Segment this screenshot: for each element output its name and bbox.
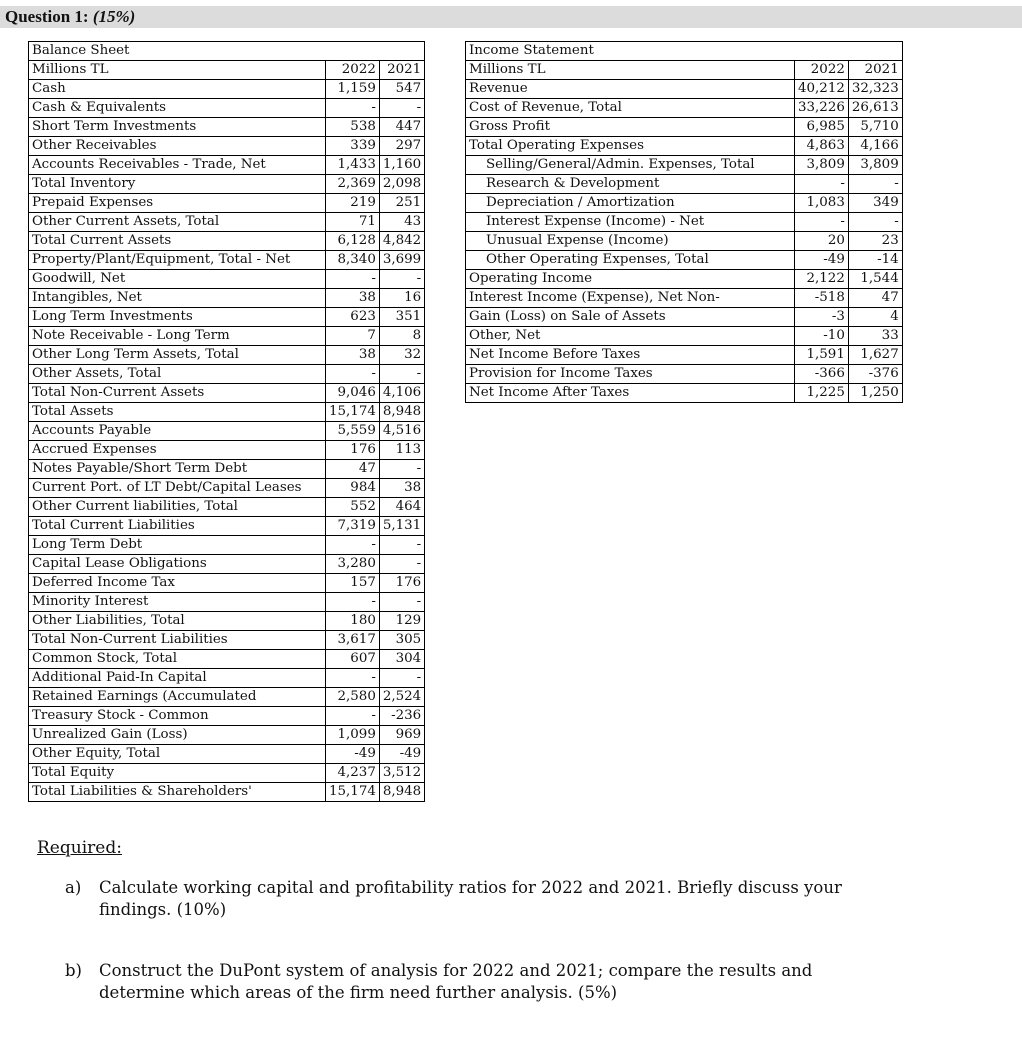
value-2021: 113: [379, 441, 424, 460]
value-2022: 2,580: [326, 688, 380, 707]
table-row: [29, 251, 425, 270]
value-2022: 8,340: [326, 251, 380, 270]
table-row: [29, 707, 425, 726]
value-2021: 969: [379, 726, 424, 745]
value-2022: 20: [795, 232, 849, 251]
table-row: [29, 422, 425, 441]
value-2022: 2,369: [326, 175, 380, 194]
row-label: Gross Profit: [466, 118, 795, 137]
value-2022: 1,099: [326, 726, 380, 745]
row-label: Accounts Receivables - Trade, Net: [29, 156, 326, 175]
row-label: Additional Paid-In Capital: [29, 669, 326, 688]
value-2021: 4,842: [379, 232, 424, 251]
row-label: Cash: [29, 80, 326, 99]
table-row: [29, 99, 425, 118]
value-2021: 3,809: [848, 156, 902, 175]
value-2022: 157: [326, 574, 380, 593]
income-statement-table: [465, 41, 903, 403]
value-2021: 464: [379, 498, 424, 517]
row-label: Other Liabilities, Total: [29, 612, 326, 631]
value-2021: 26,613: [848, 99, 902, 118]
value-2021: 33: [848, 327, 902, 346]
table-row: [466, 384, 903, 403]
balance-sheet-title: Balance Sheet: [29, 42, 425, 61]
value-2022: 1,433: [326, 156, 380, 175]
table-row: [466, 270, 903, 289]
value-2021: -: [379, 555, 424, 574]
table-row: [29, 536, 425, 555]
value-2022: 552: [326, 498, 380, 517]
table-row: [29, 574, 425, 593]
value-2022: -: [326, 669, 380, 688]
row-label: Capital Lease Obligations: [29, 555, 326, 574]
table-row: [29, 726, 425, 745]
table-row: [29, 213, 425, 232]
question-header-bar: [0, 6, 1022, 28]
value-2022: -: [326, 707, 380, 726]
table-row: [29, 80, 425, 99]
value-2021: 349: [848, 194, 902, 213]
row-label: Total Assets: [29, 403, 326, 422]
value-2021: -: [379, 270, 424, 289]
value-2022: 1,225: [795, 384, 849, 403]
value-2022: 4,237: [326, 764, 380, 783]
value-2021: -236: [379, 707, 424, 726]
table-row: [29, 764, 425, 783]
row-label: Total Current Assets: [29, 232, 326, 251]
value-2022: 47: [326, 460, 380, 479]
income-statement-header-row: [466, 61, 903, 80]
row-label: Other Receivables: [29, 137, 326, 156]
table-row: [29, 270, 425, 289]
income-statement-title: Income Statement: [466, 42, 903, 61]
value-2022: 176: [326, 441, 380, 460]
table-row: [466, 80, 903, 99]
value-2021: -14: [848, 251, 902, 270]
table-row: [466, 232, 903, 251]
value-2022: 2,122: [795, 270, 849, 289]
balance-sheet-table: [28, 41, 425, 802]
value-2022: 7: [326, 327, 380, 346]
value-2021: 4,516: [379, 422, 424, 441]
value-2022: -: [326, 365, 380, 384]
row-label: Other Long Term Assets, Total: [29, 346, 326, 365]
row-label: Cash & Equivalents: [29, 99, 326, 118]
value-2022: 339: [326, 137, 380, 156]
row-label: Interest Income (Expense), Net Non-: [466, 289, 795, 308]
table-row: [29, 688, 425, 707]
value-2021: 2,098: [379, 175, 424, 194]
row-label: Unusual Expense (Income): [466, 232, 795, 251]
row-label: Prepaid Expenses: [29, 194, 326, 213]
table-row: [29, 631, 425, 650]
value-2021: 3,699: [379, 251, 424, 270]
table-row: [466, 213, 903, 232]
value-2021: -: [379, 536, 424, 555]
row-label: Total Non-Current Liabilities: [29, 631, 326, 650]
value-2022: 538: [326, 118, 380, 137]
value-2021: 447: [379, 118, 424, 137]
table-row: [466, 118, 903, 137]
value-2021: 176: [379, 574, 424, 593]
value-2022: -: [795, 213, 849, 232]
value-2022: 38: [326, 346, 380, 365]
row-label: Net Income After Taxes: [466, 384, 795, 403]
row-label: Other Assets, Total: [29, 365, 326, 384]
required-heading: Required:: [37, 838, 122, 858]
value-2021: 8: [379, 327, 424, 346]
value-2022: -: [326, 593, 380, 612]
value-2022: -49: [326, 745, 380, 764]
value-2021: 4,166: [848, 137, 902, 156]
table-row: [29, 365, 425, 384]
question-label: Question 1:: [5, 7, 89, 26]
value-2022: 607: [326, 650, 380, 669]
row-label: Current Port. of LT Debt/Capital Leases: [29, 479, 326, 498]
value-2022: 3,809: [795, 156, 849, 175]
row-label: Revenue: [466, 80, 795, 99]
table-row: [466, 137, 903, 156]
value-2022: -10: [795, 327, 849, 346]
row-label: Note Receivable - Long Term: [29, 327, 326, 346]
row-label: Gain (Loss) on Sale of Assets: [466, 308, 795, 327]
table-row: [29, 593, 425, 612]
value-2021: 23: [848, 232, 902, 251]
row-label: Other, Net: [466, 327, 795, 346]
row-label: Provision for Income Taxes: [466, 365, 795, 384]
value-2021: -: [379, 99, 424, 118]
balance-sheet-header-row: [29, 61, 425, 80]
value-2022: 38: [326, 289, 380, 308]
value-2021: 32: [379, 346, 424, 365]
table-row: [29, 232, 425, 251]
balance-sheet-unit: Millions TL: [29, 61, 326, 80]
row-label: Interest Expense (Income) - Net: [466, 213, 795, 232]
value-2021: 305: [379, 631, 424, 650]
value-2021: 38: [379, 479, 424, 498]
value-2022: 15,174: [326, 783, 380, 802]
value-2021: -: [379, 460, 424, 479]
value-2022: 6,128: [326, 232, 380, 251]
value-2022: 3,280: [326, 555, 380, 574]
required-item-text: Construct the DuPont system of analysis for 2022 and 2021; compare the results and determine which areas of the firm need further analysis. (5%): [99, 961, 813, 1002]
income-statement-year-2022: 2022: [795, 61, 849, 80]
value-2021: 251: [379, 194, 424, 213]
table-row: [466, 365, 903, 384]
table-row: [29, 479, 425, 498]
table-row: [29, 194, 425, 213]
value-2022: 3,617: [326, 631, 380, 650]
table-row: [29, 118, 425, 137]
table-row: [29, 498, 425, 517]
table-row: [29, 745, 425, 764]
question-weight: (15%): [92, 7, 136, 26]
row-label: Treasury Stock - Common: [29, 707, 326, 726]
row-label: Notes Payable/Short Term Debt: [29, 460, 326, 479]
value-2021: -: [848, 175, 902, 194]
row-label: Minority Interest: [29, 593, 326, 612]
value-2022: 5,559: [326, 422, 380, 441]
value-2022: 7,319: [326, 517, 380, 536]
required-item-b: [65, 960, 899, 1004]
value-2021: 5,131: [379, 517, 424, 536]
table-row: [29, 783, 425, 802]
row-label: Short Term Investments: [29, 118, 326, 137]
value-2021: 43: [379, 213, 424, 232]
value-2021: 3,512: [379, 764, 424, 783]
table-row: [29, 346, 425, 365]
row-label: Other Equity, Total: [29, 745, 326, 764]
value-2022: 9,046: [326, 384, 380, 403]
table-row: [466, 175, 903, 194]
value-2021: 547: [379, 80, 424, 99]
table-row: [29, 156, 425, 175]
value-2021: 297: [379, 137, 424, 156]
value-2022: -366: [795, 365, 849, 384]
value-2022: 984: [326, 479, 380, 498]
value-2022: -: [795, 175, 849, 194]
table-row: [466, 99, 903, 118]
table-row: [29, 517, 425, 536]
row-label: Goodwill, Net: [29, 270, 326, 289]
table-row: [29, 384, 425, 403]
table-row: [466, 308, 903, 327]
row-label: Common Stock, Total: [29, 650, 326, 669]
value-2021: 129: [379, 612, 424, 631]
balance-sheet-year-2022: 2022: [326, 61, 380, 80]
table-row: [29, 650, 425, 669]
table-row: [29, 289, 425, 308]
value-2022: 219: [326, 194, 380, 213]
value-2021: 1,160: [379, 156, 424, 175]
value-2021: -: [379, 669, 424, 688]
required-item-text: Calculate working capital and profitability ratios for 2022 and 2021. Briefly discuss your findings. (10%): [99, 878, 842, 919]
row-label: Cost of Revenue, Total: [466, 99, 795, 118]
balance-sheet-year-2021: 2021: [379, 61, 424, 80]
table-row: [29, 403, 425, 422]
value-2021: 304: [379, 650, 424, 669]
value-2021: -: [379, 593, 424, 612]
value-2021: 32,323: [848, 80, 902, 99]
row-label: Operating Income: [466, 270, 795, 289]
row-label: Selling/General/Admin. Expenses, Total: [466, 156, 795, 175]
table-row: [29, 327, 425, 346]
row-label: Retained Earnings (Accumulated: [29, 688, 326, 707]
row-label: Long Term Investments: [29, 308, 326, 327]
row-label: Deferred Income Tax: [29, 574, 326, 593]
value-2022: 33,226: [795, 99, 849, 118]
income-statement-year-2021: 2021: [848, 61, 902, 80]
row-label: Intangibles, Net: [29, 289, 326, 308]
question-title: [5, 7, 135, 27]
table-row: [29, 555, 425, 574]
table-row: [29, 460, 425, 479]
value-2021: -376: [848, 365, 902, 384]
value-2021: 8,948: [379, 403, 424, 422]
value-2022: -: [326, 99, 380, 118]
value-2022: 40,212: [795, 80, 849, 99]
value-2021: -: [848, 213, 902, 232]
value-2022: 180: [326, 612, 380, 631]
required-item-a: [65, 877, 899, 921]
income-statement-unit: Millions TL: [466, 61, 795, 80]
value-2022: -: [326, 270, 380, 289]
row-label: Other Operating Expenses, Total: [466, 251, 795, 270]
value-2022: -49: [795, 251, 849, 270]
value-2022: 4,863: [795, 137, 849, 156]
value-2022: 1,159: [326, 80, 380, 99]
value-2022: 623: [326, 308, 380, 327]
table-row: [29, 669, 425, 688]
required-item-label: a): [65, 878, 82, 897]
value-2022: 71: [326, 213, 380, 232]
row-label: Accounts Payable: [29, 422, 326, 441]
table-row: [466, 327, 903, 346]
table-row: [29, 612, 425, 631]
row-label: Unrealized Gain (Loss): [29, 726, 326, 745]
value-2022: -3: [795, 308, 849, 327]
row-label: Total Non-Current Assets: [29, 384, 326, 403]
value-2021: -: [379, 365, 424, 384]
value-2022: -518: [795, 289, 849, 308]
table-row: [466, 289, 903, 308]
table-row: [466, 346, 903, 365]
value-2022: 15,174: [326, 403, 380, 422]
row-label: Depreciation / Amortization: [466, 194, 795, 213]
row-label: Total Equity: [29, 764, 326, 783]
row-label: Total Operating Expenses: [466, 137, 795, 156]
row-label: Property/Plant/Equipment, Total - Net: [29, 251, 326, 270]
value-2021: 351: [379, 308, 424, 327]
value-2022: 1,591: [795, 346, 849, 365]
value-2022: 6,985: [795, 118, 849, 137]
value-2021: 1,544: [848, 270, 902, 289]
value-2021: 2,524: [379, 688, 424, 707]
table-row: [29, 308, 425, 327]
table-row: [466, 251, 903, 270]
table-row: [29, 441, 425, 460]
value-2021: 47: [848, 289, 902, 308]
value-2021: 16: [379, 289, 424, 308]
row-label: Accrued Expenses: [29, 441, 326, 460]
row-label: Total Current Liabilities: [29, 517, 326, 536]
value-2021: 4: [848, 308, 902, 327]
value-2021: 1,250: [848, 384, 902, 403]
value-2021: 8,948: [379, 783, 424, 802]
table-row: [466, 194, 903, 213]
row-label: Total Inventory: [29, 175, 326, 194]
value-2022: 1,083: [795, 194, 849, 213]
row-label: Research & Development: [466, 175, 795, 194]
value-2021: 5,710: [848, 118, 902, 137]
table-row: [29, 137, 425, 156]
table-row: [29, 175, 425, 194]
value-2021: 4,106: [379, 384, 424, 403]
value-2021: -49: [379, 745, 424, 764]
row-label: Long Term Debt: [29, 536, 326, 555]
income-statement-title-row: [466, 42, 903, 61]
value-2022: -: [326, 536, 380, 555]
row-label: Net Income Before Taxes: [466, 346, 795, 365]
required-item-label: b): [65, 961, 82, 980]
row-label: Other Current liabilities, Total: [29, 498, 326, 517]
row-label: Other Current Assets, Total: [29, 213, 326, 232]
row-label: Total Liabilities & Shareholders': [29, 783, 326, 802]
value-2021: 1,627: [848, 346, 902, 365]
balance-sheet-title-row: [29, 42, 425, 61]
table-row: [466, 156, 903, 175]
